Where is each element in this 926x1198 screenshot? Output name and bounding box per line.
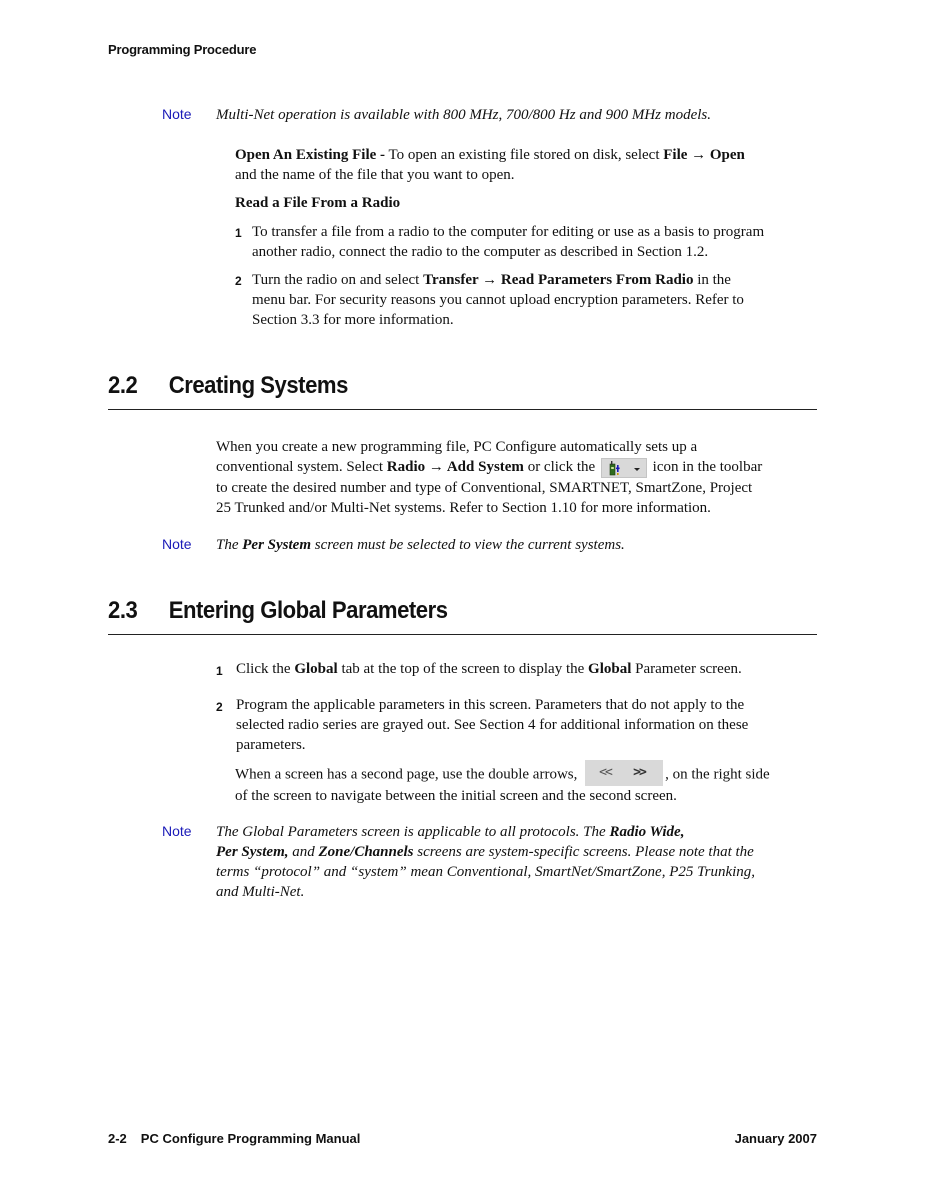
section-rule: [108, 409, 817, 410]
note-label: Note: [162, 106, 192, 122]
creating-systems-paragraph: When you create a new programming file, PC Configure automatically sets up a conventional system. Select Radio → Add System or click the icon in the toolbar to create the desired number and type of Conventional, SMARTNET, SmartZone, Project 25 Trunked and/or Multi-Net systems. Refer to Section 1.10 for more information.: [216, 439, 763, 516]
footer-left: 2-2 PC Configure Programming Manual: [108, 1131, 361, 1146]
note-text: The Per System screen must be selected to view the current systems.: [216, 537, 625, 553]
footer-date: January 2007: [734, 1131, 817, 1146]
open-file-heading: Open An Existing File -: [235, 147, 386, 163]
note-text: Multi-Net operation is available with 800 MHz, 700/800 Hz and 900 MHz models.: [216, 107, 711, 123]
open-file-paragraph: Open An Existing File - To open an existing file stored on disk, select File → Open and the name of the file that you want to open.: [235, 147, 745, 183]
step-number: 2: [235, 274, 242, 288]
double-arrow-paragraph: When a screen has a second page, use the double arrows, << >> , on the right side of the screen to navigate between the initial screen and the second screen.: [235, 764, 825, 806]
note-text: The Global Parameters screen is applicable to all protocols. The Radio Wide, Per System, and Zone/Channels screens are system-specific screens. Please note that the terms “protocol” and “system” mean Conventional, SmartNet/SmartZone, P25 Trunking, and Multi-Net.: [216, 824, 756, 900]
note-label: Note: [162, 823, 192, 839]
section-heading-2-3: 2.3 Entering Global Parameters: [108, 597, 448, 624]
note-label: Note: [162, 536, 192, 552]
global-step-1: Click the Global tab at the top of the screen to display the Global Parameter screen.: [236, 661, 742, 677]
section-heading-2-2: 2.2 Creating Systems: [108, 372, 348, 399]
double-arrow-buttons[interactable]: [585, 760, 663, 786]
step-number: 2: [216, 700, 223, 714]
previous-page-icon[interactable]: <<: [599, 765, 611, 780]
running-header: Programming Procedure: [108, 42, 257, 57]
step-number: 1: [216, 664, 223, 678]
step-number: 1: [235, 226, 242, 240]
global-step-2: Program the applicable parameters in this screen. Parameters that do not apply to the selected radio series are grayed out. See Section 4 for additional information on these parameters.: [236, 697, 749, 753]
read-step-1: To transfer a file from a radio to the computer for editing or use as a basis to program another radio, connect the radio to the computer as described in Section 1.2.: [252, 224, 765, 260]
next-page-icon[interactable]: >>: [633, 765, 645, 780]
radio-add-system-icon[interactable]: [601, 458, 647, 478]
section-rule: [108, 634, 817, 635]
read-file-heading: Read a File From a Radio: [235, 195, 401, 211]
read-step-2: Turn the radio on and select Transfer → Read Parameters From Radio in the menu bar. For security reasons you cannot upload encryption parameters. Refer to Section 3.3 for more information.: [252, 272, 744, 328]
